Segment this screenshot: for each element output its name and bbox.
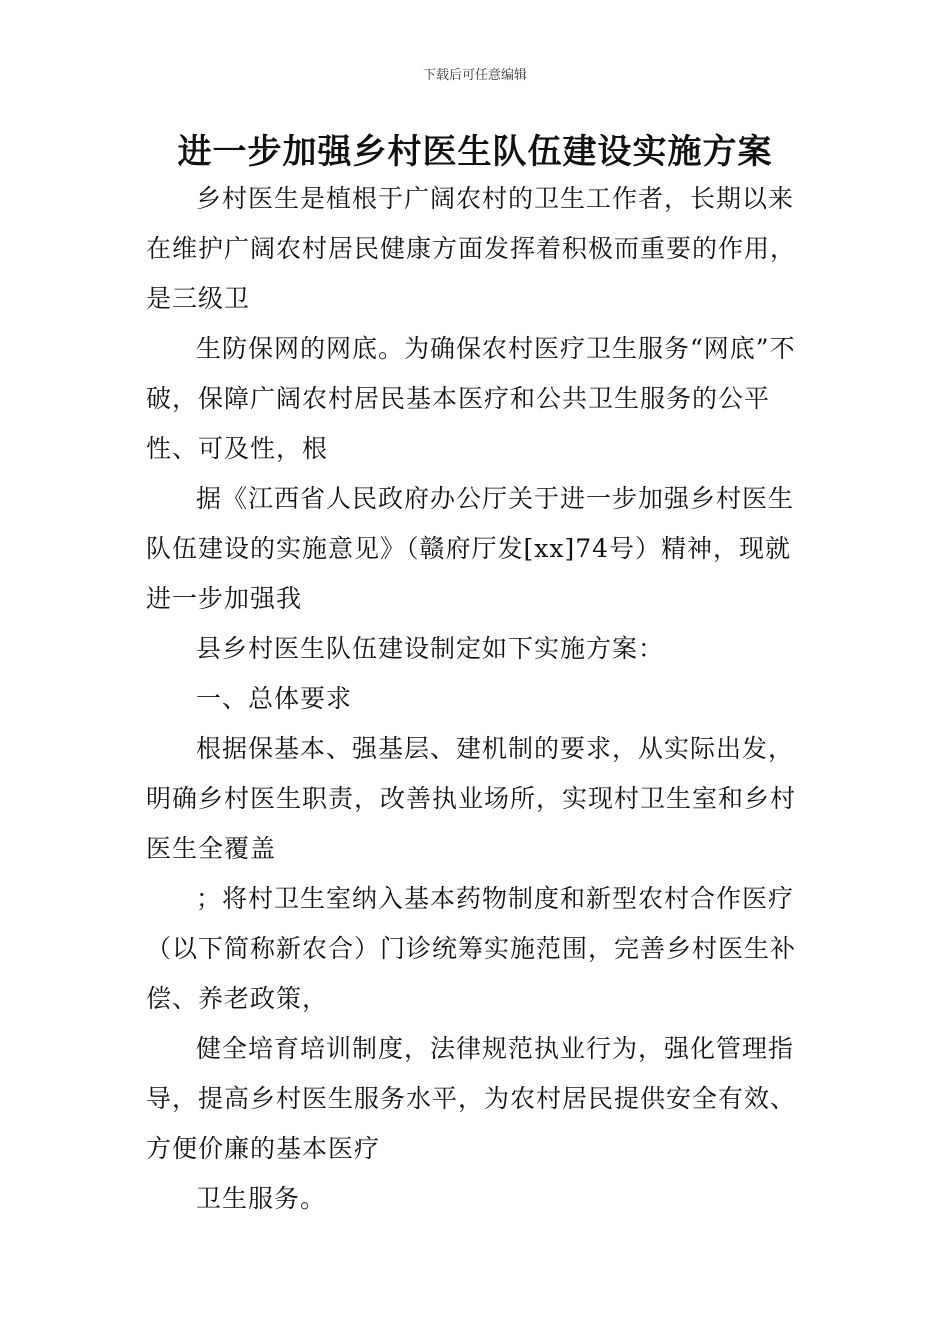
paragraph-basis: 据《江西省人民政府办公厅关于进一步加强乡村医生队伍建设的实施意见》（赣府厅发[xx]74号）精神，现就进一步加强我	[146, 484, 795, 613]
download-note: 下载后可任意编辑	[422, 68, 527, 83]
paragraph-health-service: 卫生服务。	[196, 1184, 327, 1213]
paragraph-training: 健全培育培训制度，法律规范执业行为，强化管理指导，提高乡村医生服务水平，为农村居民提供安全有效、方便价廉的基本医疗	[146, 1034, 797, 1163]
paragraph-requirements: 根据保基本、强基层、建机制的要求，从实际出发，明确乡村医生职责，改善执业场所，实现村卫生室和乡村医生全覆盖	[146, 734, 797, 863]
paragraph-essential-drugs: ；将村卫生室纳入基本药物制度和新型农村合作医疗（以下简称新农合）门诊统筹实施范围，完善乡村医生补偿、养老政策，	[146, 884, 797, 1013]
paragraph-plan-statement: 县乡村医生队伍建设制定如下实施方案：	[196, 634, 665, 663]
paragraph-intro: 乡村医生是植根于广阔农村的卫生工作者，长期以来在维护广阔农村居民健康方面发挥着积极而重要的作用，是三级卫	[146, 184, 797, 313]
document-body	[146, 174, 810, 1224]
section-heading-general-requirements: 一、总体要求	[196, 684, 353, 713]
document-title: 进一步加强乡村医生队伍建设实施方案	[177, 132, 773, 172]
paragraph-network-bottom: 生防保网的网底。为确保农村医疗卫生服务“网底”不破，保障广阔农村居民基本医疗和公共卫生服务的公平性、可及性，根	[146, 334, 796, 463]
